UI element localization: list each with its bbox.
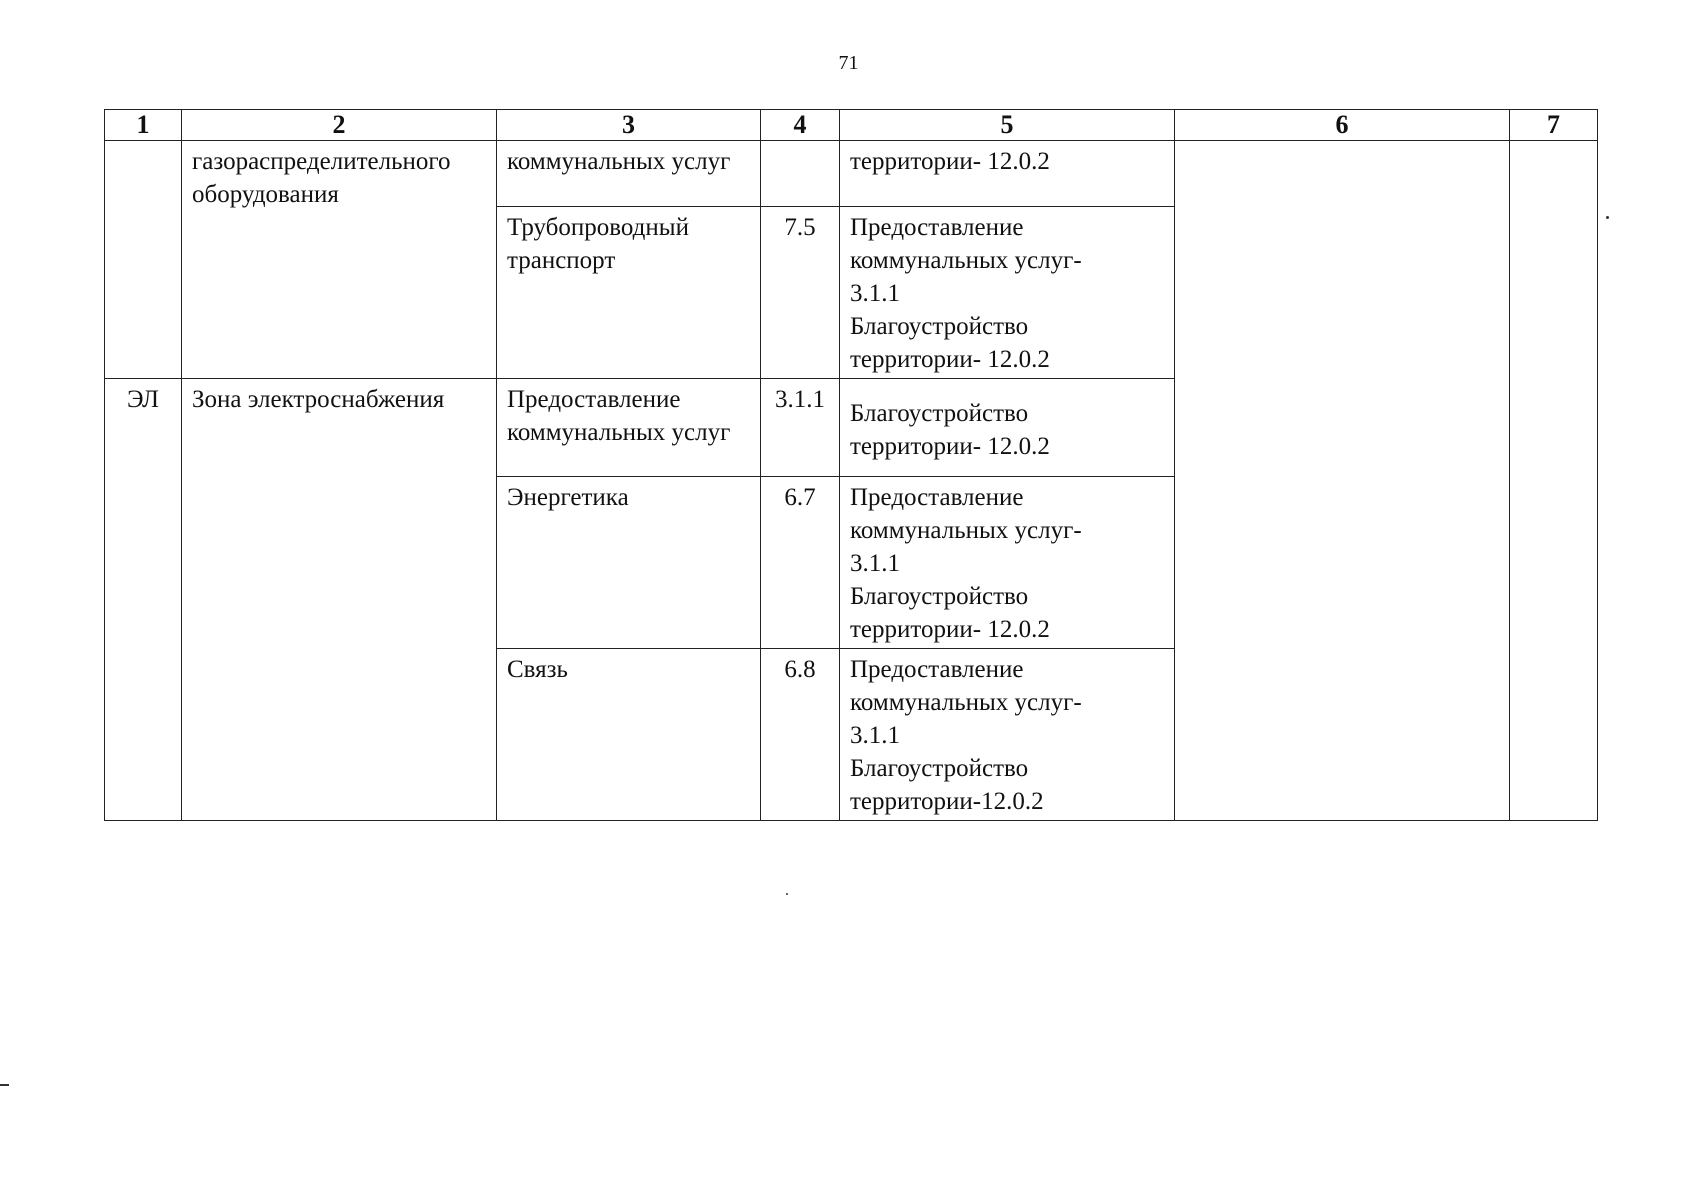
aux-use-line: территории- 12.0.2 (850, 616, 1050, 643)
table-row (105, 141, 1598, 207)
use-code-cell: 6.7 (761, 477, 840, 649)
aux-use-line: Благоустройство (850, 583, 1029, 610)
header-row (105, 110, 1598, 141)
page-number: 71 (838, 52, 859, 74)
column-header-5: 5 (840, 110, 1175, 141)
column-header-3: 3 (497, 110, 761, 141)
zoning-table (104, 109, 1598, 821)
column-header-1: 1 (105, 110, 182, 141)
use-name-cell: Предоставление коммунальных услуг (497, 379, 761, 477)
zone-name-cell: газораспределительного оборудования (182, 141, 497, 379)
column-6-cell (1175, 141, 1510, 821)
aux-use-line: Предоставление коммунальных услуг- (850, 656, 1082, 716)
aux-use-line: 3.1.1 (850, 722, 900, 749)
use-name-cell: Энергетика (497, 477, 761, 649)
aux-use-line: Благоустройство (850, 400, 1029, 427)
column-7-cell (1510, 141, 1598, 821)
column-header-7: 7 (1510, 110, 1598, 141)
zone-code-cell (105, 141, 182, 379)
aux-use-cell (840, 649, 1175, 821)
use-name-cell: Трубопроводный транспорт (497, 207, 761, 379)
aux-use-cell (840, 141, 1175, 207)
scan-speck (786, 893, 788, 895)
aux-use-line: 3.1.1 (850, 280, 900, 307)
scan-speck (1606, 216, 1609, 219)
aux-use-cell (840, 477, 1175, 649)
aux-use-line: Предоставление коммунальных услуг- (850, 214, 1082, 274)
aux-use-line: Предоставление коммунальных услуг- (850, 484, 1082, 544)
aux-use-cell (840, 207, 1175, 379)
use-code-cell: 6.8 (761, 649, 840, 821)
use-name-cell: коммунальных услуг (497, 141, 761, 207)
zone-name-cell: Зона электроснабжения (182, 379, 497, 821)
scan-edge-mark (0, 1084, 9, 1086)
aux-use-cell (840, 379, 1175, 477)
aux-use-line: территории- 12.0.2 (850, 346, 1050, 373)
column-header-6: 6 (1175, 110, 1510, 141)
use-code-cell: 3.1.1 (761, 379, 840, 477)
aux-use-line: 3.1.1 (850, 550, 900, 577)
aux-use-line: территории- 12.0.2 (850, 148, 1050, 175)
aux-use-line: территории- 12.0.2 (850, 433, 1050, 460)
zone-code-cell: ЭЛ (105, 379, 182, 821)
use-code-cell: 7.5 (761, 207, 840, 379)
aux-use-line: Благоустройство (850, 755, 1029, 782)
aux-use-line: территории-12.0.2 (850, 788, 1044, 815)
use-name-cell: Связь (497, 649, 761, 821)
aux-use-line: Благоустройство (850, 313, 1029, 340)
column-header-2: 2 (182, 110, 497, 141)
use-code-cell (761, 141, 840, 207)
column-header-4: 4 (761, 110, 840, 141)
